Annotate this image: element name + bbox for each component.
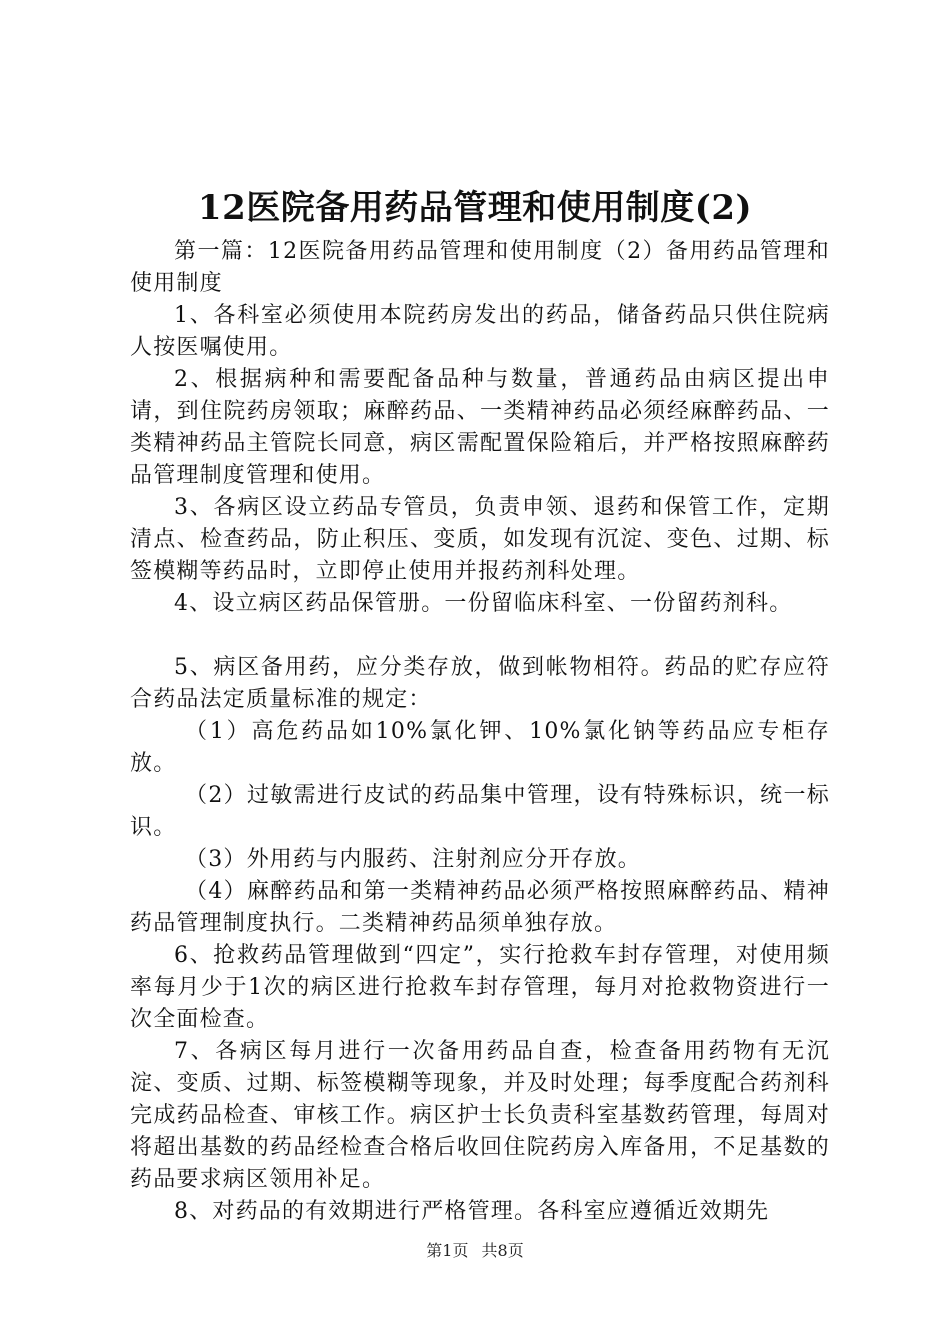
paragraph-item-1: 1、各科室必须使用本院药房发出的药品，储备药品只供住院病人按医嘱使用。: [130, 303, 830, 360]
document-title: 12医院备用药品管理和使用制度(2): [197, 188, 753, 228]
paragraph-item-8: 8、对药品的有效期进行严格管理。各科室应遵循近效期先: [174, 1199, 770, 1224]
paragraph-item-4: 4、设立病区药品保管册。一份留临床科室、一份留药剂科。: [174, 591, 793, 616]
paragraph-item-2: 2、根据病种和需要配备品种与数量，普通药品由病区提出申请，到住院药房领取；麻醉药品、一类精神药品必须经麻醉药品、一类精神药品主管院长同意，病区需配置保险箱后，并严格按照麻醉药品管理制度管理和使用。: [130, 367, 830, 488]
paragraph-subitem-1: （1）高危药品如10%氯化钾、10%氯化钠等药品应专柜存放。: [130, 719, 830, 776]
page-number-total: 共8页: [481, 1241, 524, 1260]
paragraph-item-5: 5、病区备用药，应分类存放，做到帐物相符。药品的贮存应符合药品法定质量标准的规定：: [130, 655, 830, 712]
paragraph-item-7: 7、各病区每月进行一次备用药品自查，检查备用药物有无沉淀、变质、过期、标签模糊等现象，并及时处理；每季度配合药剂科完成药品检查、审核工作。病区护士长负责科室基数药管理，每周对将超出基数的药品经检查合格后收回住院药房入库备用，不足基数的药品要求病区领用补足。: [130, 1039, 830, 1192]
paragraph-subitem-2: （2）过敏需进行皮试的药品集中管理，设有特殊标识，统一标识。: [130, 783, 830, 840]
page-number-current: 第1页: [426, 1241, 469, 1260]
paragraph-item-6: 6、抢救药品管理做到“四定”，实行抢救车封存管理，对使用频率每月少于1次的病区进行抢救车封存管理，每月对抢救物资进行一次全面检查。: [130, 943, 830, 1032]
document-body: [130, 236, 830, 1228]
paragraph-subitem-4: （4）麻醉药品和第一类精神药品必须严格按照麻醉药品、精神药品管理制度执行。二类精神药品须单独存放。: [130, 879, 830, 936]
paragraph-subitem-3: （3）外用药与内服药、注射剂应分开存放。: [185, 847, 641, 872]
paragraph-intro: 第一篇：12医院备用药品管理和使用制度（2）备用药品管理和使用制度: [130, 239, 830, 296]
page-footer: [0, 1240, 950, 1262]
paragraph-item-3: 3、各病区设立药品专管员，负责申领、退药和保管工作，定期清点、检查药品，防止积压、变质，如发现有沉淀、变色、过期、标签模糊等药品时，立即停止使用并报药剂科处理。: [130, 495, 830, 584]
